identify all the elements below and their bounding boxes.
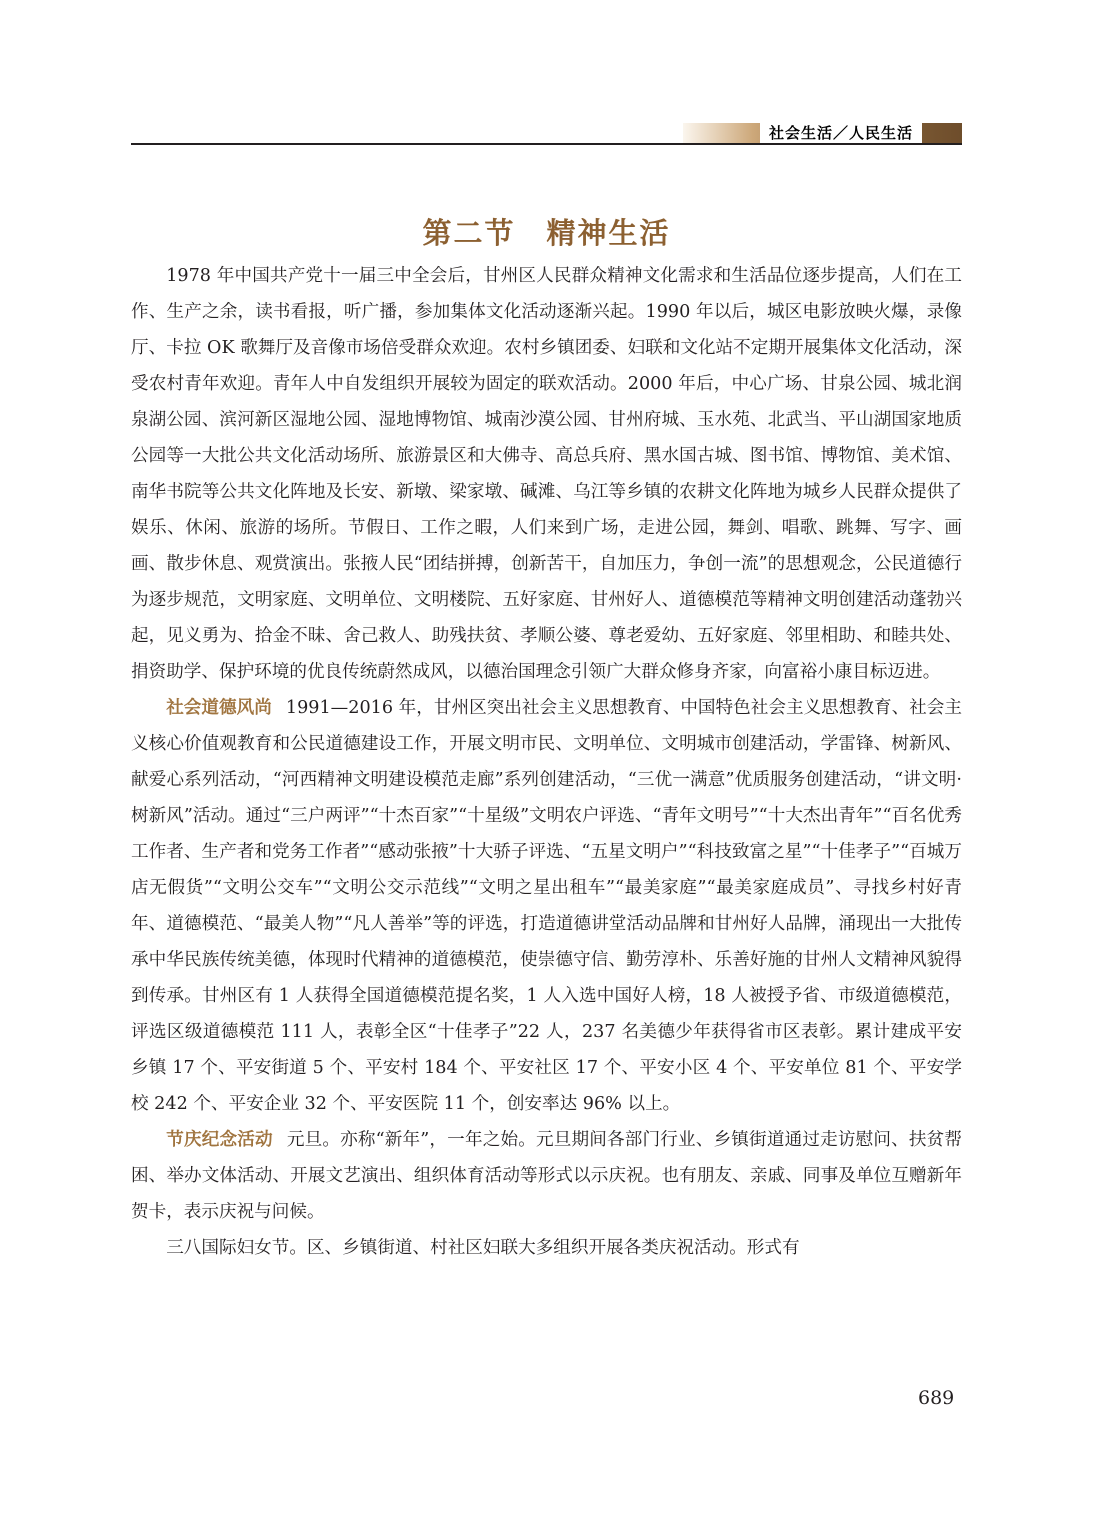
running-header: 社会生活／人民生活 [760, 123, 922, 144]
header-rule [131, 143, 962, 145]
paragraph-intro [131, 258, 962, 690]
paragraph-text: 1991—2016 年，甘州区突出社会主义思想教育、中国特色社会主义思想教育、社会主义核心价值观教育和公民道德建设工作，开展文明市民、文明单位、文明城市创建活动，学雷锋、树新风、献爱心系列活动，“河西精神文明建设模范走廊”系列创建活动，“三优一满意”优质服务创建活动，“讲文明·树新风”活动。通过“三户两评”“十杰百家”“十星级”文明农户评选、“青年文明号”“十大杰出青年”“百名优秀工作者、生产者和党务工作者”“感动张掖”十大骄子评选、“五星文明户”“科技致富之星”“十佳孝子”“百城万店无假货”“文明公交车”“文明公交示范线”“文明之星出租车”“最美家庭”“最美家庭成员”、寻找乡村好青年、道德模范、“最美人物”“凡人善举”等的评选，打造道德讲堂活动品牌和甘州好人品牌，涌现出一大批传承中华民族传统美德，体现时代精神的道德模范，使崇德守信、勤劳淳朴、乐善好施的甘州人文精神风貌得到传承。甘州区有 1 人获得全国道德模范提名奖，1 人入选中国好人榜，18 人被授予省、市级道德模范，评选区级道德模范 111 人，表彰全区“十佳孝子”22 人，237 名美德少年获得省市区表彰。累计建成平安乡镇 17 个、平安街道 5 个、平安村 184 个、平安社区 17 个、平安小区 4 个、平安单位 81 个、平安学校 242 个、平安企业 32 个、平安医院 11 个，创安率达 96% 以上。 [131, 698, 962, 1114]
paragraph-text: 1978 年中国共产党十一届三中全会后，甘州区人民群众精神文化需求和生活品位逐步提高，人们在工作、生产之余，读书看报，听广播，参加集体文化活动逐渐兴起。1990 年以后，城区电影放映火爆，录像厅、卡拉 OK 歌舞厅及音像市场倍受群众欢迎。农村乡镇团委、妇联和文化站不定期开展集体文化活动，深受农村青年欢迎。青年人中自发组织开展较为固定的联欢活动。2000 年后，中心广场、甘泉公园、城北润泉湖公园、滨河新区湿地公园、湿地博物馆、城南沙漠公园、甘州府城、玉水苑、北武当、平山湖国家地质公园等一大批公共文化活动场所、旅游景区和大佛寺、高总兵府、黑水国古城、图书馆、博物馆、美术馆、南华书院等公共文化阵地及长安、新墩、梁家墩、碱滩、乌江等乡镇的农耕文化阵地为城乡人民群众提供了娱乐、休闲、旅游的场所。节假日、工作之暇，人们来到广场，走进公园，舞剑、唱歌、跳舞、写字、画画、散步休息、观赏演出。张掖人民“团结拼搏，创新苦干，自加压力，争创一流”的思想观念，公民道德行为逐步规范，文明家庭、文明单位、文明楼院、五好家庭、甘州好人、道德模范等精神文明创建活动蓬勃兴起，见义勇为、拾金不昧、舍己救人、助残扶贫、孝顺公婆、尊老爱幼、五好家庭、邻里相助、和睦共处、捐资助学、保护环境的优良传统蔚然成风，以德治国理念引领广大群众修身齐家，向富裕小康目标迈进。 [131, 266, 962, 682]
header-bar [683, 123, 962, 144]
paragraph-heading: 节庆纪念活动 [166, 1130, 273, 1150]
paragraph-festival [131, 1122, 962, 1230]
paragraph-text: 元旦。亦称“新年”，一年之始。元旦期间各部门行业、乡镇街道通过走访慰问、扶贫帮困、举办文体活动、开展文艺演出、组织体育活动等形式以示庆祝。也有朋友、亲戚、同事及单位互赠新年贺卡，表示庆祝与问候。 [131, 1130, 962, 1222]
body-text [131, 258, 962, 1266]
paragraph-moral [131, 690, 962, 1122]
paragraph-text: 三八国际妇女节。区、乡镇街道、村社区妇联大多组织开展各类庆祝活动。形式有 [166, 1238, 800, 1258]
section-title: 第二节 精神生活 [422, 216, 671, 251]
paragraph-womens-day [131, 1230, 962, 1266]
paragraph-heading: 社会道德风尚 [166, 698, 272, 718]
page-number: 689 [918, 1387, 955, 1409]
